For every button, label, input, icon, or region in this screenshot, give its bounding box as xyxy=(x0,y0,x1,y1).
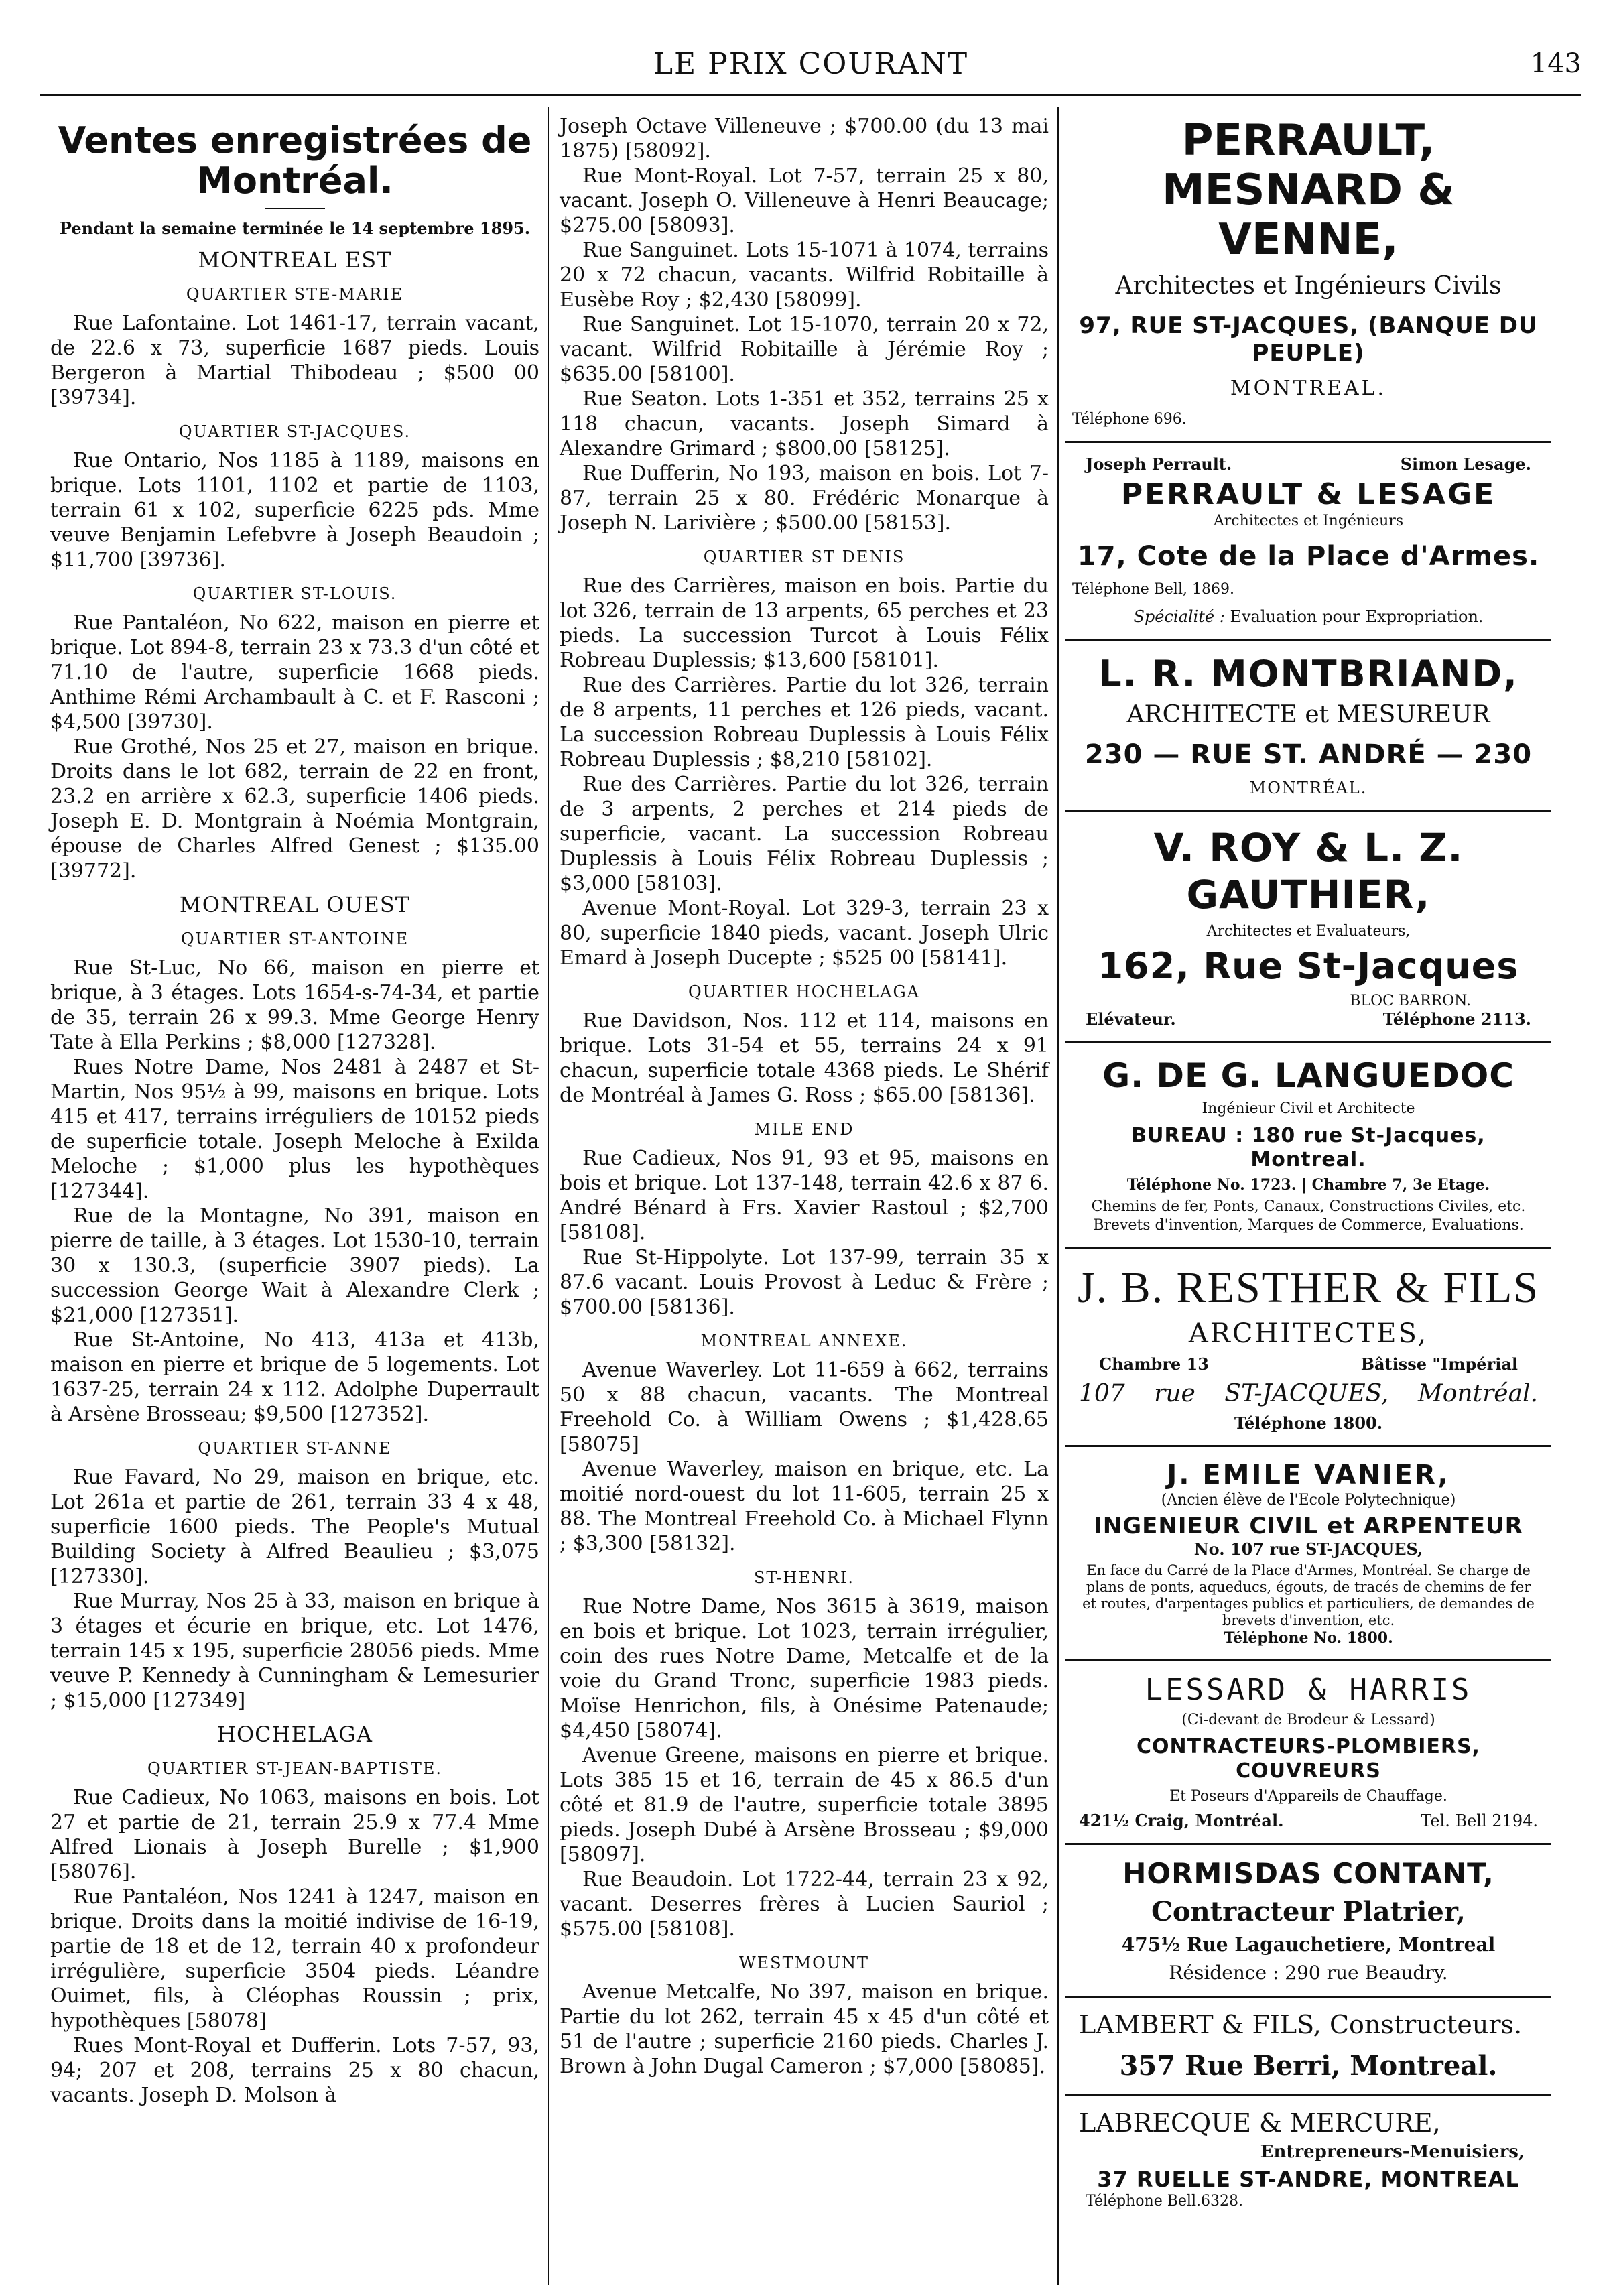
sale-entry: Rue Davidson, Nos. 112 et 114, maisons en brique. Lots 31-54 et 55, terrains 24 x 91 chacun, superficie totale 4368 pieds. Le Shérif de Montréal à James G. Ross ; $65.00 [58136]. xyxy=(560,1009,1049,1107)
ad-lessard-harris xyxy=(1065,1661,1551,1845)
ad-profession: ARCHITECTE et MESUREUR xyxy=(1126,700,1490,728)
column-divider xyxy=(1057,107,1059,2285)
sale-entry: Rue St-Antoine, No 413, 413a et 413b, maison en pierre et brique de 5 logements. Lot 1637-25, terrain 24 x 112. Adolphe Duperrault à Arsène Brosseau; $9,500 [127352]. xyxy=(50,1328,539,1426)
quarter-heading: QUARTIER ST DENIS xyxy=(703,548,905,566)
sale-entry: Avenue Greene, maisons en pierre et brique. Lots 385 15 et 16, terrain de 45 x 86.5 d'un côté et 81.9 de l'autre, superficie totale 3895 pieds. Joseph Dubé à Arsène Brosseau ; $9,000 [58097]. xyxy=(560,1744,1049,1866)
ad-profession: Contracteur Platrier, xyxy=(1151,1896,1466,1928)
ad-telephone: Téléphone 2113. xyxy=(1382,1009,1531,1029)
column-2 xyxy=(560,114,1049,2079)
district-heading: HOCHELAGA xyxy=(217,1722,373,1747)
ad-profession: Architectes et Evaluateurs, xyxy=(1206,922,1411,940)
ad-contant xyxy=(1065,1845,1551,1998)
quarter-heading: MONTREAL ANNEXE. xyxy=(700,1332,908,1350)
ad-montbriand xyxy=(1065,641,1551,812)
ad-name: LABRECQUE & MERCURE, xyxy=(1079,2108,1441,2139)
ad-profession: Ingénieur Civil et Architecte xyxy=(1202,1100,1415,1117)
ad-telephone: Tel. Bell 2194. xyxy=(1421,1811,1538,1831)
ad-room: Chambre 13 xyxy=(1099,1354,1209,1374)
sale-entry: Rue Sanguinet. Lot 15-1070, terrain 20 x 72, vacant. Wilfrid Robitaille à Jérémie Roy ; $635.00 [58100]. xyxy=(560,313,1049,386)
sale-entry: Rue des Carrières. Partie du lot 326, terrain de 8 arpents, 11 perches et 126 pieds, vacant. La succession Robreau Duplessis à Louis Félix Robreau Duplessis ; $8,210 [58102]. xyxy=(560,674,1049,771)
ad-address: 162, Rue St-Jacques xyxy=(1098,944,1519,987)
ad-building: BLOC BARRON. xyxy=(1350,992,1471,1009)
ad-street-number: 107 xyxy=(1079,1380,1125,1408)
ad-city: MONTREAL. xyxy=(1230,376,1387,400)
sale-entry: Rue Pantaléon, Nos 1241 à 1247, maison en brique. Droits dans la moitié indivise de 16-19, partie de 18 et de 12, terrain 40 x profondeur irrégulière, superficie 3504 pieds. Léandre Ouimet, fils, à Cléophas Roussin ; prix, hypothèques [58078] xyxy=(50,1885,539,2033)
ad-address: 97, RUE ST-JACQUES, (BANQUE DU PEUPLE) xyxy=(1079,312,1538,367)
sale-entry: Rue Mont-Royal. Lot 7-57, terrain 25 x 80, vacant. Joseph O. Villeneuve à Henri Beaucage; $275.00 [58093]. xyxy=(560,164,1049,237)
sale-entry: Rue Sanguinet. Lots 15-1071 à 1074, terrains 20 x 72 chacun, vacants. Wilfrid Robitaille à Eusèbe Roy ; $2,430 [58099]. xyxy=(560,239,1049,312)
ad-profession: CONTRACTEURS-PLOMBIERS, COUVREURS xyxy=(1137,1735,1480,1783)
ad-description: Chemins de fer, Ponts, Canaux, Constructions Civiles, etc. Brevets d'invention, Marques de Commerce, Evaluations. xyxy=(1091,1198,1526,1234)
quarter-heading: QUARTIER ST-JEAN-BAPTISTE. xyxy=(147,1759,443,1778)
sale-entry: Rue des Carrières. Partie du lot 326, terrain de 3 arpents, 2 perches et 214 pieds de superficie, vacant. La succession Robreau Duplessis à Louis Félix Robreau Duplessis ; $3,000 [58103]. xyxy=(560,773,1049,895)
ad-perrault-mesnard-venne xyxy=(1065,111,1551,443)
header-rule xyxy=(40,94,1581,96)
ad-partner-name: Joseph Perrault. xyxy=(1086,454,1232,474)
divider xyxy=(265,208,325,209)
ad-address: 230 — RUE ST. ANDRÉ — 230 xyxy=(1084,739,1533,771)
ad-profession: INGENIEUR CIVIL et ARPENTEUR xyxy=(1094,1513,1523,1540)
ad-building: Bâtisse "Impérial xyxy=(1360,1354,1518,1374)
sale-entry: Rue Favard, No 29, maison en brique, etc. Lot 261a et partie de 261, terrain 33 4 x 48, superficie 1600 pieds. The People's Mutual Building Society à Alfred Beaulieu ; $3,075 [127330]. xyxy=(50,1466,539,1588)
quarter-heading: QUARTIER ST-JACQUES. xyxy=(178,422,411,441)
ad-vanier xyxy=(1065,1447,1551,1661)
quarter-heading: QUARTIER ST-LOUIS. xyxy=(192,584,397,603)
ad-telephone: Téléphone Bell.6328. xyxy=(1086,2193,1243,2210)
ad-name: V. ROY & L. Z. GAUTHIER, xyxy=(1153,824,1464,917)
sale-entry: Avenue Metcalfe, No 397, maison en brique. Partie du lot 262, terrain 45 x 45 d'un côté et 51 de l'autre ; superficie 2160 pieds. Charles J. Brown à John Dugal Cameron ; $7,000 [58085]. xyxy=(560,1980,1049,2078)
ad-subtitle: Et Poseurs d'Appareils de Chauffage. xyxy=(1169,1788,1447,1805)
ad-name: PERRAULT, MESNARD & VENNE, xyxy=(1161,116,1456,265)
section-title: Ventes enregistrées de Montréal. xyxy=(58,119,532,202)
sale-entry: Rue St-Luc, No 66, maison en pierre et brique, à 3 étages. Lots 1654-s-74-34, et partie de 35, terrain 26 x 99.3. Mme George Henry Tate à Ella Perkins ; $8,000 [127328]. xyxy=(50,956,539,1054)
sale-entry: Rue Ontario, Nos 1185 à 1189, maisons en brique. Lots 1101, 1102 et partie de 1103, terrain 61 x 102, superficie 6225 pds. Mme veuve Benjamin Lefebvre à Joseph Beaudoin ; $11,700 [39736]. xyxy=(50,449,539,572)
ad-elevator: Elévateur. xyxy=(1086,1009,1176,1029)
page-number: 143 xyxy=(1530,48,1581,79)
running-title: LE PRIX COURANT xyxy=(653,47,969,81)
ads-column xyxy=(1065,111,1551,2223)
ad-address: 17, Cote de la Place d'Armes. xyxy=(1077,541,1540,572)
ad-name: J. B. RESTHER & FILS xyxy=(1077,1263,1540,1313)
ad-address: 475½ Rue Lagauchetiere, Montreal xyxy=(1121,1933,1496,1956)
quarter-heading: QUARTIER ST-ANTOINE xyxy=(180,930,409,948)
ad-city: MONTRÉAL. xyxy=(1249,779,1368,798)
ad-specialty-label: Spécialité : xyxy=(1133,607,1225,627)
quarter-heading: QUARTIER HOCHELAGA xyxy=(688,982,921,1001)
column-1 xyxy=(50,114,539,2108)
ad-name: L. R. MONTBRIAND, xyxy=(1098,653,1518,696)
quarter-heading: QUARTIER ST-ANNE xyxy=(198,1439,392,1458)
sale-entry: Rue Pantaléon, No 622, maison en pierre et brique. Lot 894-8, terrain 23 x 73.3 d'un côté et 71.10 de l'autre, superficie 1668 pieds. Anthime Rémi Archambault à C. et F. Rasconi ; $4,500 [39730]. xyxy=(50,611,539,734)
ad-telephone: Téléphone No. 1723. | Chambre 7, 3e Etage. xyxy=(1126,1175,1490,1194)
ad-name: HORMISDAS CONTANT, xyxy=(1122,1856,1494,1890)
quarter-heading: ST-HENRI. xyxy=(753,1568,855,1587)
sale-entry: Avenue Waverley, maison en brique, etc. La moitié nord-ouest du lot 11-605, terrain 25 x 88. The Montreal Freehold Co. à Michael Flynn ; $3,300 [58132]. xyxy=(560,1458,1049,1555)
ad-profession: ARCHITECTES, xyxy=(1188,1318,1429,1349)
district-heading: MONTREAL EST xyxy=(198,247,392,273)
sale-entry: Rue Murray, Nos 25 à 33, maison en brique à 3 étages et écurie en brique, etc. Lot 1476, terrain 145 x 195, superficie 28056 pieds. Mme veuve P. Kennedy à Cunningham & Lemesurier ; $15,000 [127349] xyxy=(50,1590,539,1712)
sale-entry: Rue Seaton. Lots 1-351 et 352, terrains 25 x 118 chacun, vacants. Joseph Simard à Alexandre Grimard ; $800.00 [58125]. xyxy=(560,387,1049,460)
ad-city: Montréal. xyxy=(1417,1380,1538,1408)
sale-entry: Rue Beaudoin. Lot 1722-44, terrain 23 x 92, vacant. Deserres frères à Lucien Sauriol ; $575.00 [58108]. xyxy=(560,1868,1049,1941)
sale-entry: Rue Cadieux, Nos 91, 93 et 95, maisons en bois et brique. Lot 137-148, terrain 42.6 x 87 6. André Bénard à Frs. Xavier Rastoul ; $2,700 [58108]. xyxy=(560,1147,1049,1245)
ad-residence: Résidence : 290 rue Beaudry. xyxy=(1169,1961,1448,1984)
ad-address: 37 RUELLE ST-ANDRE, MONTREAL xyxy=(1097,2166,1520,2192)
ad-name: LAMBERT & FILS, Constructeurs. xyxy=(1079,2010,1523,2040)
sale-entry: Rues Mont-Royal et Dufferin. Lots 7-57, 93, 94; 207 et 208, terrains 25 x 80 chacun, vacants. Joseph D. Molson à xyxy=(50,2034,539,2107)
ad-profession: Architectes et Ingénieurs Civils xyxy=(1115,272,1502,300)
quarter-heading: MILE END xyxy=(754,1120,854,1139)
ad-telephone: Téléphone No. 1800. xyxy=(1224,1629,1393,1647)
ad-street-name: ST-JACQUES, xyxy=(1224,1380,1389,1408)
ad-description: En face du Carré de la Place d'Armes, Montréal. Se charge de plans de ponts, aqueducs, égouts, de tracés de chemins de fer et routes, d'arpentages publics et particuliers, de demandes de brevets d'invention, etc. xyxy=(1082,1561,1535,1629)
sale-entry: Avenue Mont-Royal. Lot 329-3, terrain 23 x 80, superficie 1840 pieds, vacant. Joseph Ulric Emard à Joseph Ducepte ; $525 00 [58141]. xyxy=(560,897,1049,970)
ad-lambert xyxy=(1065,1998,1551,2096)
district-heading: MONTREAL OUEST xyxy=(179,892,411,917)
sale-entry: Rue Cadieux, No 1063, maisons en bois. Lot 27 et partie de 21, terrain 25.9 x 77.4 Mme Alfred Lionais à Joseph Burelle ; $1,900 [58076]. xyxy=(50,1786,539,1884)
ad-roy-gauthier xyxy=(1065,812,1551,1043)
ad-perrault-lesage xyxy=(1065,443,1551,641)
sale-entry: Avenue Waverley. Lot 11-659 à 662, terrains 50 x 88 chacun, vacants. The Montreal Freehold Co. à William Owens ; $1,428.65 [58075] xyxy=(560,1358,1049,1456)
ad-name: PERRAULT & LESAGE xyxy=(1120,476,1496,511)
ad-profession: Architectes et Ingénieurs xyxy=(1213,513,1404,530)
sale-entry: Rue Dufferin, No 193, maison en bois. Lot 7-87, terrain 25 x 80. Frédéric Monarque à Joseph N. Larivière ; $500.00 [58153]. xyxy=(560,462,1049,535)
ad-name: G. DE G. LANGUEDOC xyxy=(1102,1056,1514,1095)
sale-entry: Rue de la Montagne, No 391, maison en pierre de taille, à 3 étages. Lot 1530-10, terrain 30 x 130.3, (superficie 3907 pieds). La succession George Wait à Alexandre Clerk ; $21,000 [127351]. xyxy=(50,1204,539,1327)
ad-street-word: rue xyxy=(1154,1380,1195,1408)
sale-entry: Rues Notre Dame, Nos 2481 à 2487 et St-Martin, Nos 95½ à 99, maisons en brique. Lots 415 et 417, terrains irréguliers de 10152 pieds de superficie totale. Joseph Meloche à Exilda Meloche ; $1,000 plus les hypothèques [127344]. xyxy=(50,1056,539,1203)
sale-entry: Rue Notre Dame, Nos 3615 à 3619, maison en bois et brique. Lot 1023, terrain irrégulier, coin des rues Notre Dame, Metcalfe et de la voie du Grand Tronc, superficie 1983 pieds. Moïse Henrichon, fils, à Onésime Patenaude; $4,450 [58074]. xyxy=(560,1595,1049,1742)
sale-entry: Rue Grothé, Nos 25 et 27, maison en brique. Droits dans le lot 682, terrain de 22 en front, 23.2 en arrière x 62.3, superficie 1406 pieds. Joseph E. D. Montgrain à Noémia Montgrain, épouse de Charles Alfred Genest ; $135.00 [39772]. xyxy=(50,735,539,883)
sale-entry: Rue St-Hippolyte. Lot 137-99, terrain 35 x 87.6 vacant. Louis Provost à Leduc & Frère ; $700.00 [58136]. xyxy=(560,1246,1049,1319)
ad-address: BUREAU : 180 rue St-Jacques, Montreal. xyxy=(1131,1123,1486,1171)
ad-partner-name: Simon Lesage. xyxy=(1400,454,1531,474)
ad-telephone: Téléphone Bell, 1869. xyxy=(1072,581,1234,598)
ad-address: 357 Rue Berri, Montreal. xyxy=(1119,2050,1498,2082)
ad-address: 421½ Craig, Montréal. xyxy=(1079,1811,1284,1831)
ad-address: No. 107 rue ST-JACQUES, xyxy=(1193,1539,1423,1559)
sale-entry: Rue des Carrières, maison en bois. Partie du lot 326, terrain de 13 arpents, 65 perches et 23 pieds. La succession Turcot à Louis Félix Robreau Duplessis; $13,600 [58101]. xyxy=(560,574,1049,672)
ad-profession: Entrepreneurs-Menuisiers, xyxy=(1260,2141,1525,2162)
ad-name: J. EMILE VANIER, xyxy=(1167,1460,1450,1491)
sale-entry: Rue Lafontaine. Lot 1461-17, terrain vacant, de 22.6 x 73, superficie 1687 pieds. Louis Bergeron à Martial Thibodeau ; $500 00 [39734]. xyxy=(50,312,539,409)
ad-telephone: Téléphone 696. xyxy=(1072,410,1187,428)
ad-resther xyxy=(1065,1249,1551,1447)
quarter-heading: WESTMOUNT xyxy=(738,1954,870,1972)
section-subtitle: Pendant la semaine terminée le 14 septembre 1895. xyxy=(59,218,531,238)
ad-note: (Ci-devant de Brodeur & Lessard) xyxy=(1181,1712,1435,1729)
ad-languedoc xyxy=(1065,1043,1551,1249)
page-header xyxy=(40,47,1581,87)
column-divider xyxy=(548,107,549,2285)
ad-labrecque-mercure xyxy=(1065,2096,1551,2223)
ad-specialty: Evaluation pour Expropriation. xyxy=(1230,607,1484,627)
ad-note: (Ancien élève de l'Ecole Polytechnique) xyxy=(1161,1492,1456,1509)
sale-entry: Joseph Octave Villeneuve ; $700.00 (du 13 mai 1875) [58092]. xyxy=(560,115,1049,163)
quarter-heading: QUARTIER STE-MARIE xyxy=(186,285,404,304)
ad-name: LESSARD & HARRIS xyxy=(1145,1673,1472,1708)
ad-telephone: Téléphone 1800. xyxy=(1234,1413,1383,1433)
